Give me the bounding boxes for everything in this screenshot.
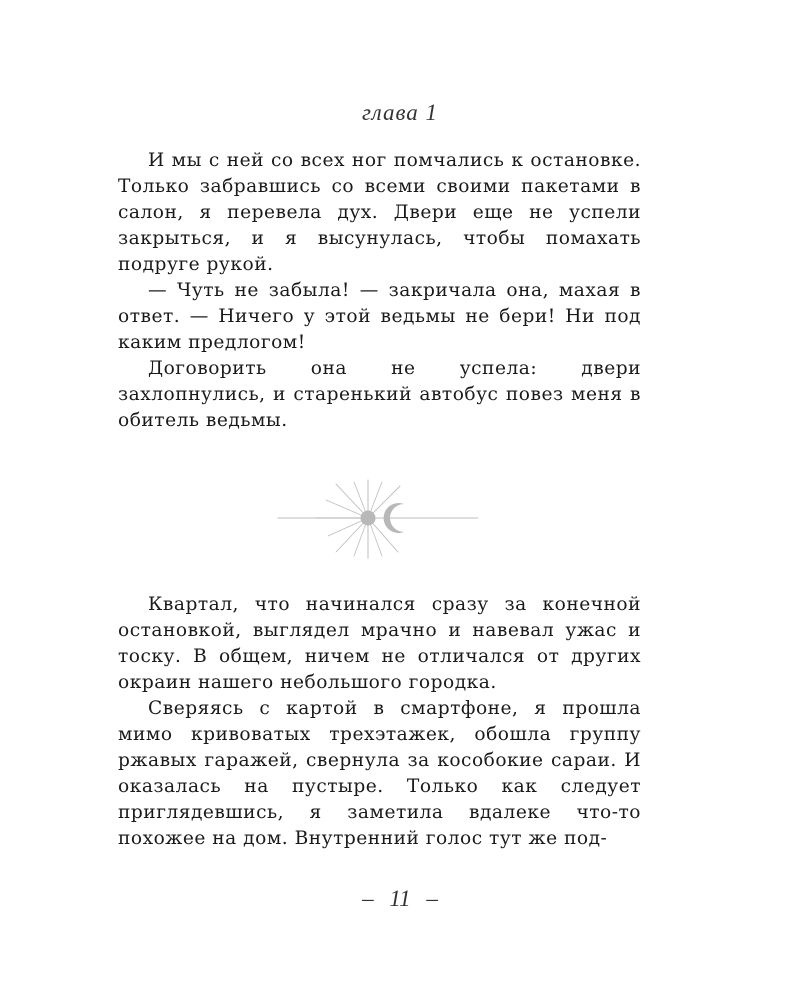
paragraph: Договорить она не успела: двери захлопнулись, и старенький автобус повез меня в обитель ведьмы. [118, 358, 641, 431]
page-number: – 11 – [362, 886, 438, 911]
paragraph: И мы с ней со всех ног помчались к остановке. Только забравшись со всеми своими пакетами в салон, я перевела дух. Двери еще не успели закрыться, и я высунулась, чтобы помахать подруге рукой. [118, 150, 641, 275]
sun-moon-ornament-icon [276, 474, 480, 564]
paragraph: Сверяясь с картой в смартфоне, я прошла мимо кривоватых трехэтажек, обошла группу ржавых гаражей, свернула за кособокие сараи. И оказалась на пустыре. Только как следует приглядевшись, я заметила вдалеке что-то похожее на дом. Внутренний голос тут же под- [118, 698, 641, 849]
chapter-header: глава 1 [361, 100, 439, 125]
text-block-top [118, 148, 641, 434]
paragraph: Квартал, что начинался сразу за конечной остановкой, выглядел мрачно и навевал ужас и тоску. В общем, ничем не отличался от других окраин нашего небольшого городка. [118, 594, 641, 693]
paragraph: — Чуть не забыла! — закричала она, махая в ответ. — Ничего у этой ведьмы не бери! Ни под каким предлогом! [118, 280, 641, 353]
text-block-bottom [118, 592, 641, 852]
